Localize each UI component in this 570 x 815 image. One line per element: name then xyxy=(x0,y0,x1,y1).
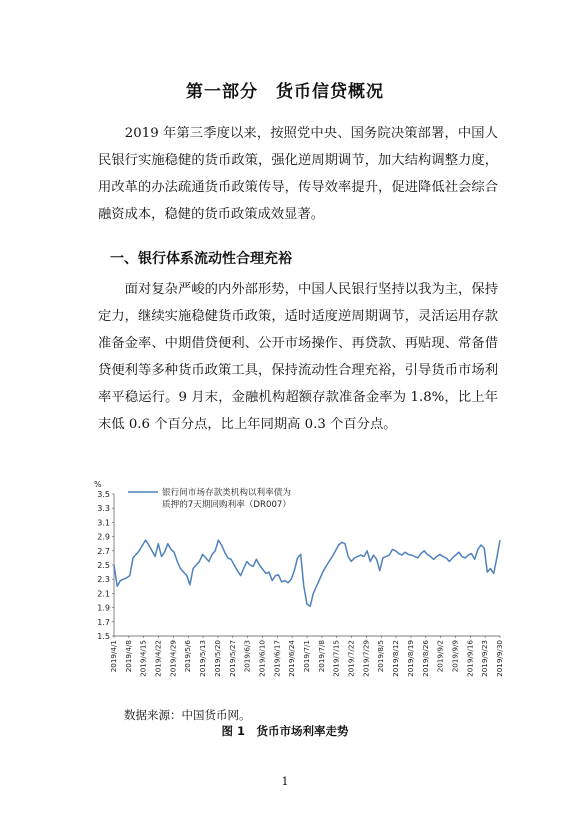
x-tick-label: 2019/8/19 xyxy=(405,640,415,677)
x-tick-label: 2019/6/17 xyxy=(272,640,282,677)
intro-paragraph: 2019 年第三季度以来，按照党中央、国务院决策部署，中国人民银行实施稳健的货币政策，强化逆周期调节，加大结构调整力度，用改革的办法疏通货币政策传导，传导效率提升，促进降低社会综合融资成本，稳健的货币政策成效显著。 xyxy=(98,126,498,222)
source-note: 数据来源：中国货币网。 xyxy=(124,708,251,722)
liquidity-paragraph: 面对复杂严峻的内外部形势，中国人民银行坚持以我为主，保持定力，继续实施稳健货币政策，适时适度逆周期调节，灵活运用存款准备金率、中期借贷便利、公开市场操作、再贷款、再贴现、常备借贷便利等多种货币政策工具，保持流动性合理充裕，引导货币市场利率平稳运行。9 月末，金融机构超额存款准备金率为 1.8%，比上年末低 0.6 个百分点，比上年同期高 0.3 个百分点。 xyxy=(98,282,498,432)
x-tick-label: 2019/5/27 xyxy=(227,640,237,677)
y-tick-label: 2.7 xyxy=(97,546,110,556)
section-heading: 一、银行体系流动性合理充裕 xyxy=(110,251,292,267)
x-tick-label: 2019/9/9 xyxy=(450,640,460,673)
x-tick-label: 2019/9/16 xyxy=(465,640,475,677)
x-tick-label: 2019/4/29 xyxy=(168,640,178,677)
y-tick-label: 2.1 xyxy=(97,589,110,599)
y-tick-label: 1.9 xyxy=(97,603,110,613)
x-tick-label: 2019/9/23 xyxy=(480,640,490,677)
dr007-series-line xyxy=(114,540,500,606)
y-tick-label: 3.3 xyxy=(97,504,110,514)
y-axis-unit: % xyxy=(94,480,102,489)
x-tick-label: 2019/6/10 xyxy=(257,640,267,677)
x-tick-label: 2019/7/1 xyxy=(302,640,311,673)
x-tick-label: 2019/8/5 xyxy=(376,640,386,673)
chart-canvas xyxy=(88,476,508,691)
x-tick-label: 2019/7/29 xyxy=(361,640,371,677)
x-tick-label: 2019/4/22 xyxy=(153,640,163,677)
x-tick-label: 2019/6/24 xyxy=(287,640,297,677)
y-tick-label: 3.5 xyxy=(97,490,110,499)
x-tick-label: 2019/7/8 xyxy=(316,640,326,673)
page-title: 第一部分 货币信贷概况 xyxy=(186,82,384,102)
legend-label-line1: 银行间市场存款类机构以利率债为 xyxy=(162,488,291,498)
x-tick-label: 2019/8/26 xyxy=(420,640,430,677)
x-tick-label: 2019/5/20 xyxy=(212,640,222,677)
x-tick-label: 2019/7/22 xyxy=(346,640,356,677)
x-tick-label: 2019/8/12 xyxy=(391,640,401,677)
money-market-rate-chart xyxy=(88,476,508,691)
x-tick-label: 2019/4/8 xyxy=(123,640,133,673)
y-tick-label: 2.3 xyxy=(97,575,110,585)
x-tick-label: 2019/9/30 xyxy=(495,640,504,677)
x-tick-label: 2019/7/15 xyxy=(331,640,341,677)
x-tick-label: 2019/4/1 xyxy=(109,640,118,673)
y-tick-label: 1.5 xyxy=(97,632,110,641)
page-number: 1 xyxy=(281,775,289,788)
x-tick-label: 2019/5/6 xyxy=(183,640,193,673)
figure-caption: 图 1 货币市场利率走势 xyxy=(221,724,349,738)
y-tick-label: 1.7 xyxy=(97,617,110,627)
x-tick-label: 2019/4/15 xyxy=(138,640,148,677)
legend-label-line2: 质押的7天期回购利率（DR007） xyxy=(162,500,291,510)
y-tick-label: 2.5 xyxy=(97,561,110,570)
x-tick-label: 2019/9/2 xyxy=(435,640,445,673)
y-tick-label: 2.9 xyxy=(97,532,110,542)
x-tick-label: 2019/6/3 xyxy=(242,640,252,673)
y-tick-label: 3.1 xyxy=(97,518,110,528)
x-tick-label: 2019/5/13 xyxy=(198,640,208,677)
